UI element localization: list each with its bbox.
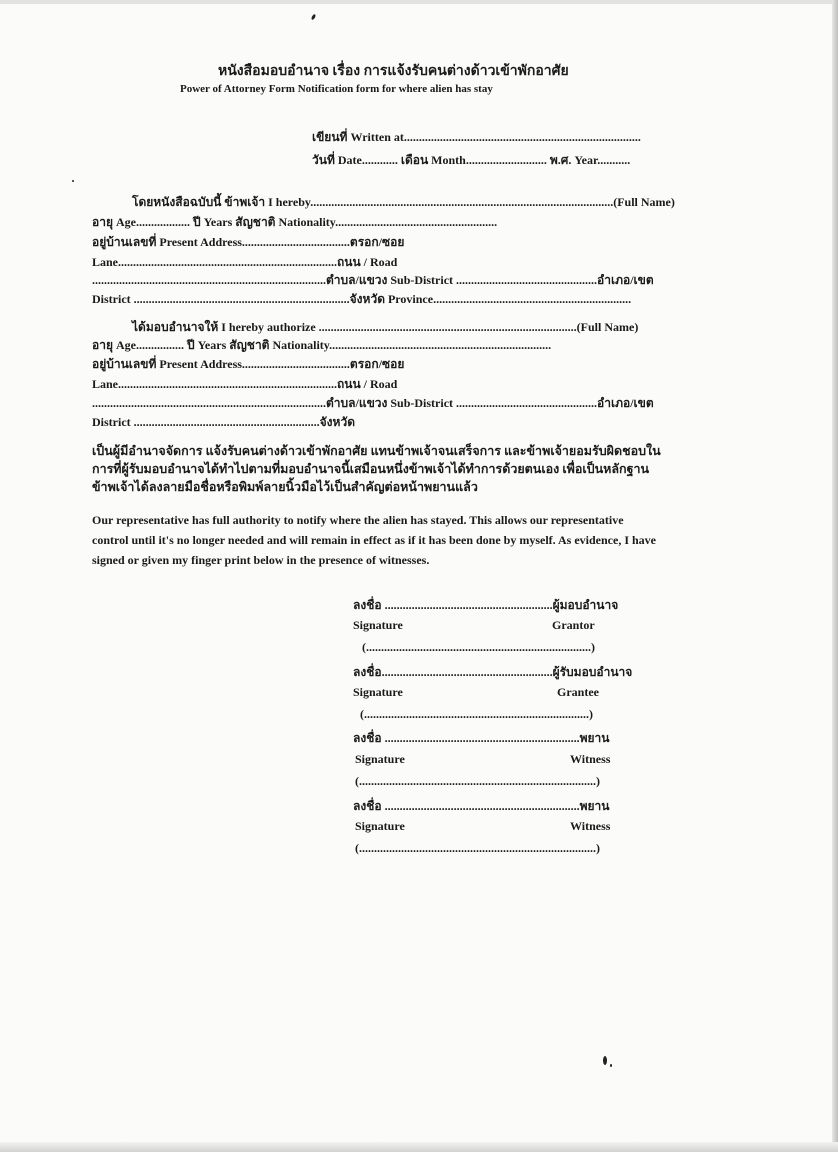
witness-1-role-thai: พยาน: [579, 731, 610, 745]
sign-label-thai: ลงชื่อ: [353, 665, 382, 679]
grantor-subdistrict-field[interactable]: ..............................................................................ตำบล/แขวง Sub-District ...............................................อำเภอ/เขต: [92, 273, 654, 287]
grantor-role-thai: ผู้มอบอำนาจ: [552, 598, 619, 612]
written-at-field[interactable]: เขียนที่ Written at...............................................................................: [312, 130, 641, 144]
date-field[interactable]: วันที่ Date............ เดือน Month........................... พ.ศ. Year...........: [312, 153, 631, 167]
sign-label-thai: ลงชื่อ: [353, 598, 382, 612]
grantor-role-english: Grantor: [552, 618, 595, 632]
scan-speck: [311, 14, 317, 21]
page-title-thai: หนังสือมอบอำนาจ เรื่อง การแจ้งรับคนต่างด้าวเข้าพักอาศัย: [218, 64, 569, 79]
witness-2-role-english: Witness: [570, 819, 611, 833]
sign-label-witness-2: [353, 797, 609, 816]
grantee-full-name-field[interactable]: ได้มอบอำนาจให้ I hereby authorize ......................................................................................(Full Name): [132, 320, 639, 334]
grantee-age-nationality-field[interactable]: อายุ Age................ ปี Years สัญชาติ Nationality..........................................................................: [92, 338, 552, 352]
grantor-printed-name-field[interactable]: (...........................................................................): [362, 640, 595, 654]
scan-edge-bottom: [0, 1142, 838, 1152]
grantee-printed-name-field[interactable]: (...........................................................................): [360, 707, 593, 721]
scan-edge-right: [832, 0, 838, 1152]
grantee-address-field[interactable]: อยู่บ้านเลขที่ Present Address....................................ตรอก/ซอย: [92, 357, 405, 371]
sign-label-grantor: [353, 596, 618, 615]
grantor-age-nationality-field[interactable]: อายุ Age.................. ปี Years สัญชาติ Nationality......................................................: [92, 215, 498, 229]
thai-statement: เป็นผู้มีอำนาจจัดการ แจ้งรับคนต่างด้าวเข้าพักอาศัย แทนข้าพเจ้าจนเสร็จการ และข้าพเจ้ายอมรับผิดชอบในการที่ผู้รับมอบอำนาจได้ทำไปตามที่มอบอำนาจนี้เสมือนหนึ่งข้าพเจ้าได้ทำการด้วยตนเอง เพื่อเป็นหลักฐานข้าพเจ้าได้ลงลายมือชื่อหรือพิมพ์ลายนิ้วมือไว้เป็นสำคัญต่อหน้าพยานแล้ว: [92, 444, 661, 494]
witness-1-printed-name-field[interactable]: (...............................................................................): [355, 774, 600, 788]
page-title-english: Power of Attorney Form Notification form for where alien has stay: [180, 83, 493, 95]
signature-label: Signature: [355, 752, 405, 766]
english-statement: Our representative has full authority to notify where the alien has stayed. This allows our representative control until it's no longer needed and will remain in effect as if it has been done by myself. As evidence, I have signed or given my finger print below in the presence of witnesses.: [92, 513, 657, 567]
sign-label-witness-1: [353, 729, 609, 748]
grantee-subdistrict-field[interactable]: ..............................................................................ตำบล/แขวง Sub-District ...............................................อำเภอ/เขต: [92, 396, 654, 410]
sign-label-thai: ลงชื่อ: [353, 731, 382, 745]
grantee-district-field[interactable]: District ..............................................................จังหวัด: [92, 415, 355, 429]
grantor-lane-road-field[interactable]: Lane.........................................................................ถนน / Road: [92, 255, 398, 269]
witness-1-role-english: Witness: [570, 752, 611, 766]
grantor-full-name-field[interactable]: โดยหนังสือฉบับนี้ ข้าพเจ้า I hereby.....................................................................................................(Full Name): [132, 195, 675, 209]
witness-2-signature-line[interactable]: .................................................................: [384, 799, 580, 813]
grantee-lane-road-field[interactable]: Lane.........................................................................ถนน / Road: [92, 377, 398, 391]
scan-speck: [610, 1064, 612, 1067]
signature-label: Signature: [355, 819, 405, 833]
scan-speck: [72, 180, 74, 182]
signature-label: Signature: [353, 618, 403, 632]
sign-label-thai: ลงชื่อ: [353, 799, 382, 813]
signature-label: Signature: [353, 685, 403, 699]
scan-edge-top: [0, 0, 838, 4]
sign-label-grantee: [353, 663, 632, 682]
grantee-role-thai: ผู้รับมอบอำนาจ: [552, 665, 633, 679]
scan-speck: [603, 1056, 607, 1065]
grantor-signature-line[interactable]: ........................................................: [384, 598, 553, 612]
witness-2-role-thai: พยาน: [579, 799, 610, 813]
witness-2-printed-name-field[interactable]: (...............................................................................): [355, 841, 600, 855]
grantee-signature-line[interactable]: .........................................................: [381, 665, 553, 679]
witness-1-signature-line[interactable]: .................................................................: [384, 731, 580, 745]
grantor-district-province-field[interactable]: District ........................................................................จังหวัด Province..................................................................: [92, 292, 632, 306]
grantor-address-field[interactable]: อยู่บ้านเลขที่ Present Address....................................ตรอก/ซอย: [92, 235, 405, 249]
grantee-role-english: Grantee: [557, 685, 599, 699]
